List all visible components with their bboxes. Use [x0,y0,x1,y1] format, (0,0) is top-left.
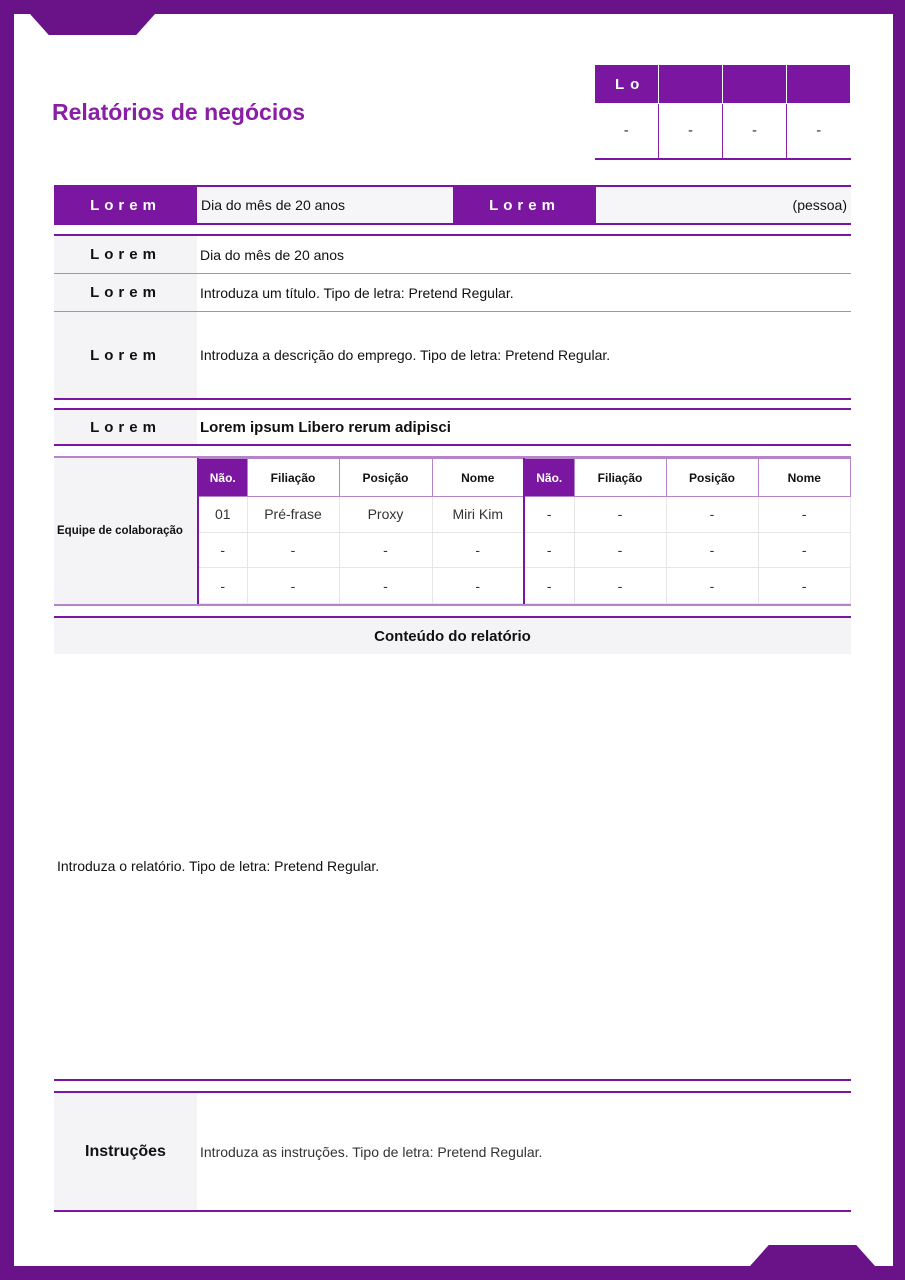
approval-label: Lo [595,65,659,104]
approval-cell[interactable]: - [659,104,723,159]
team-header: Não. [198,459,247,497]
team-cell[interactable]: - [574,568,666,604]
team-header: Não. [524,459,574,497]
team-cell[interactable]: - [339,568,432,604]
date-row [54,185,851,225]
table-row [198,497,851,533]
team-header: Posição [339,459,432,497]
team-header: Filiação [247,459,339,497]
report-divider [54,1079,851,1081]
info-text[interactable]: Dia do mês de 20 anos [200,246,344,263]
info-text[interactable]: Introduza um título. Tipo de letra: Pretend Regular. [200,284,514,301]
table-row [198,568,851,604]
report-heading: Conteúdo do relatório [54,616,851,654]
team-section [54,456,851,606]
team-cell[interactable]: - [574,532,666,568]
project-row [54,408,851,446]
team-cell[interactable]: - [432,568,524,604]
table-row [198,532,851,568]
author-value[interactable]: (pessoa) [596,187,851,223]
team-cell[interactable]: - [524,497,574,533]
top-tab-decoration [30,14,155,35]
team-cell[interactable]: - [758,568,851,604]
instructions-text[interactable]: Introduza as instruções. Tipo de letra: Pretend Regular. [200,1143,543,1160]
project-label: Lorem [54,410,197,444]
approval-box [594,64,851,160]
team-cell[interactable]: - [432,532,524,568]
team-header: Nome [758,459,851,497]
report-text[interactable]: Introduza o relatório. Tipo de letra: Pretend Regular. [57,858,380,874]
page-title: Relatórios de negócios [52,99,306,125]
approval-cell[interactable]: - [595,104,659,159]
team-cell[interactable]: - [574,497,666,533]
team-cell[interactable]: Miri Kim [432,497,524,533]
team-label: Equipe de colaboração [54,458,197,604]
date-label: Lorem [54,187,197,223]
approval-cell[interactable]: - [723,104,787,159]
project-title[interactable]: Lorem ipsum Libero rerum adipisci [200,418,451,436]
team-cell[interactable]: - [247,568,339,604]
team-cell[interactable]: - [666,532,758,568]
team-cell[interactable]: 01 [198,497,247,533]
info-row [54,274,851,312]
team-cell[interactable]: - [666,497,758,533]
team-header: Filiação [574,459,666,497]
author-label: Lorem [453,187,596,223]
team-cell[interactable]: - [247,532,339,568]
team-table [197,458,851,604]
team-cell[interactable]: - [524,532,574,568]
team-cell[interactable]: - [666,568,758,604]
approval-cell[interactable]: - [787,104,851,159]
team-cell[interactable]: - [339,532,432,568]
info-block [54,234,851,400]
info-text[interactable]: Introduza a descrição do emprego. Tipo de letra: Pretend Regular. [200,347,611,363]
info-label: Lorem [54,236,197,273]
team-cell[interactable]: - [198,532,247,568]
instructions-label: Instruções [54,1093,197,1210]
info-label: Lorem [54,312,197,398]
instructions-row [54,1091,851,1212]
date-value[interactable]: Dia do mês de 20 anos [197,187,453,223]
team-header: Posição [666,459,758,497]
team-header: Nome [432,459,524,497]
team-cell[interactable]: - [524,568,574,604]
info-row [54,236,851,274]
info-row [54,312,851,398]
info-label: Lorem [54,274,197,311]
team-cell[interactable]: - [198,568,247,604]
team-cell[interactable]: - [758,497,851,533]
bottom-tab-decoration [750,1245,875,1266]
team-cell[interactable]: Proxy [339,497,432,533]
team-cell[interactable]: Pré-frase [247,497,339,533]
team-cell[interactable]: - [758,532,851,568]
